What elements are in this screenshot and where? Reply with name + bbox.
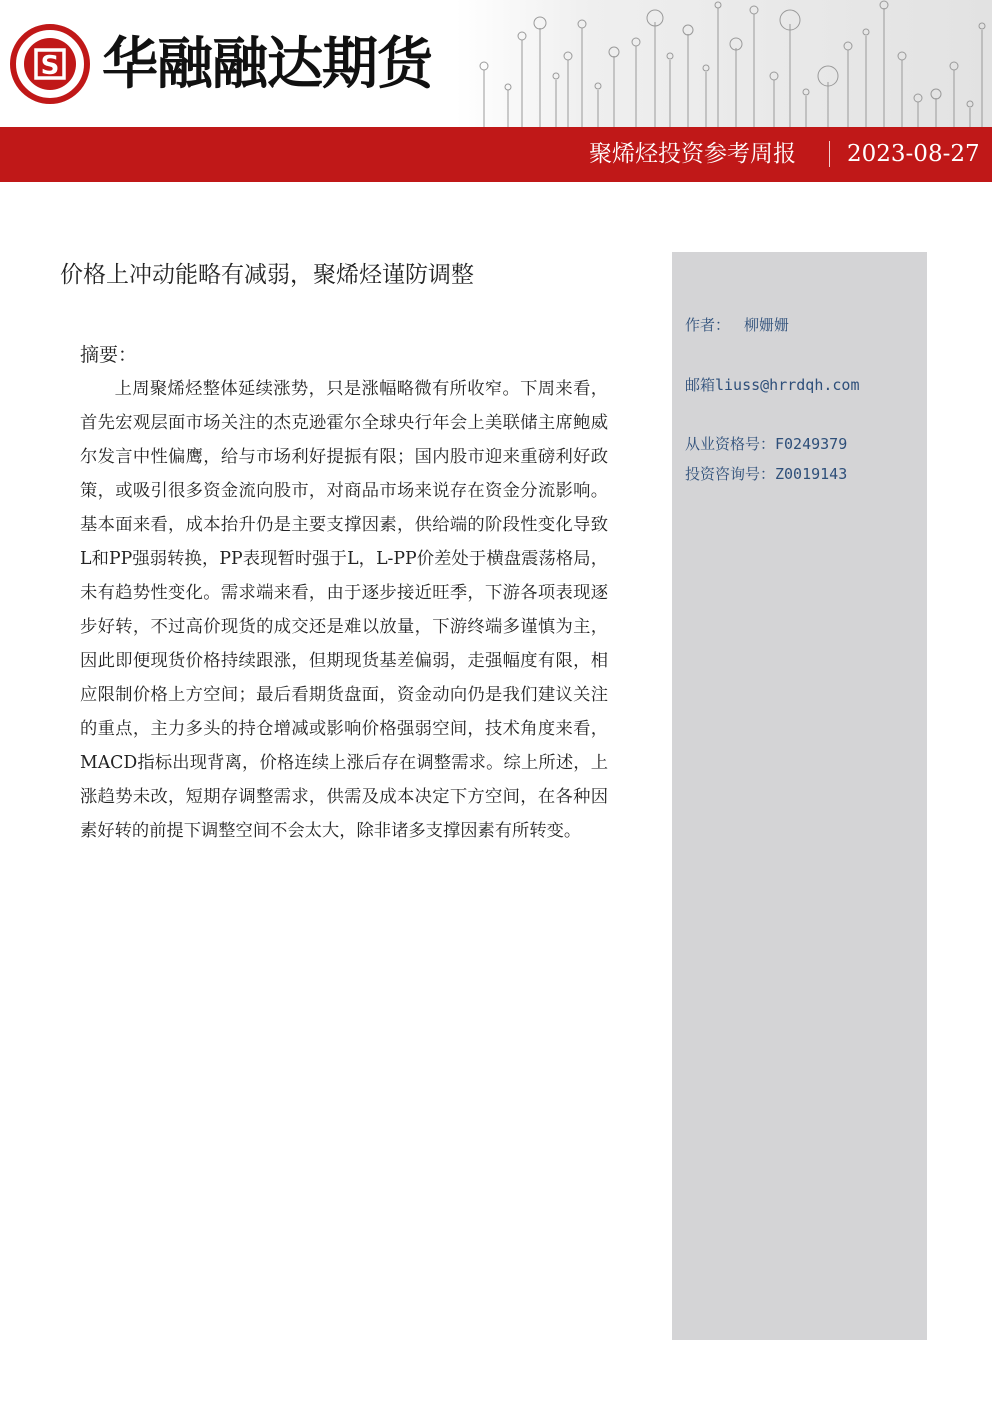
article-title: 价格上冲动能略有减弱，聚烯烃谨防调整 xyxy=(60,262,474,288)
decorative-pin-pattern xyxy=(456,0,992,130)
report-header xyxy=(0,0,992,182)
author-line xyxy=(685,313,789,337)
license-number: 从业资格号：F0249379 xyxy=(685,435,848,453)
logo-glyph: S xyxy=(40,51,60,81)
company-name: 华融融达期货 xyxy=(102,32,432,97)
header-red-band xyxy=(0,127,992,182)
report-date: 2023-08-27 xyxy=(847,141,980,167)
abstract-body: 上周聚烯烃整体延续涨势，只是涨幅略微有所收窄。下周来看，首先宏观层面市场关注的杰克逊霍尔全球央行年会上美联储主席鲍威尔发言中性偏鹰，给与市场利好提振有限；国内股市迎来重磅利好政策，或吸引很多资金流向股市，对商品市场来说存在资金分流影响。基本面来看，成本抬升仍是主要支撑因素，供给端的阶段性变化导致L和PP强弱转换，PP表现暂时强于L，L-PP价差处于横盘震荡格局，未有趋势性变化。需求端来看，由于逐步接近旺季，下游各项表现逐步好转，不过高价现货的成交还是难以放量，下游终端多谨慎为主，因此即便现货价格持续跟涨，但期现货基差偏弱，走强幅度有限，相应限制价格上方空间；最后看期货盘面，资金动向仍是我们建议关注的重点，主力多头的持仓增减或影响价格强弱空间，技术角度来看，MACD指标出现背离，价格连续上涨后存在调整需求。综上所述，上涨趋势未改，短期存调整需求，供需及成本决定下方空间，在各种因素好转的前提下调整空间不会太大，除非诸多支撑因素有所转变。 xyxy=(80,379,608,841)
header-divider xyxy=(829,141,830,167)
author-sidebar xyxy=(672,252,927,1340)
author-label: 作者： xyxy=(685,316,731,334)
author-email[interactable]: 邮箱liuss@hrrdqh.com xyxy=(685,376,860,394)
consult-number: 投资咨询号：Z0019143 xyxy=(685,465,848,483)
company-logo-icon xyxy=(10,24,90,104)
abstract-label: 摘要： xyxy=(80,344,138,366)
report-name: 聚烯烃投资参考周报 xyxy=(589,141,796,167)
author-name: 柳姗姗 xyxy=(744,316,790,334)
